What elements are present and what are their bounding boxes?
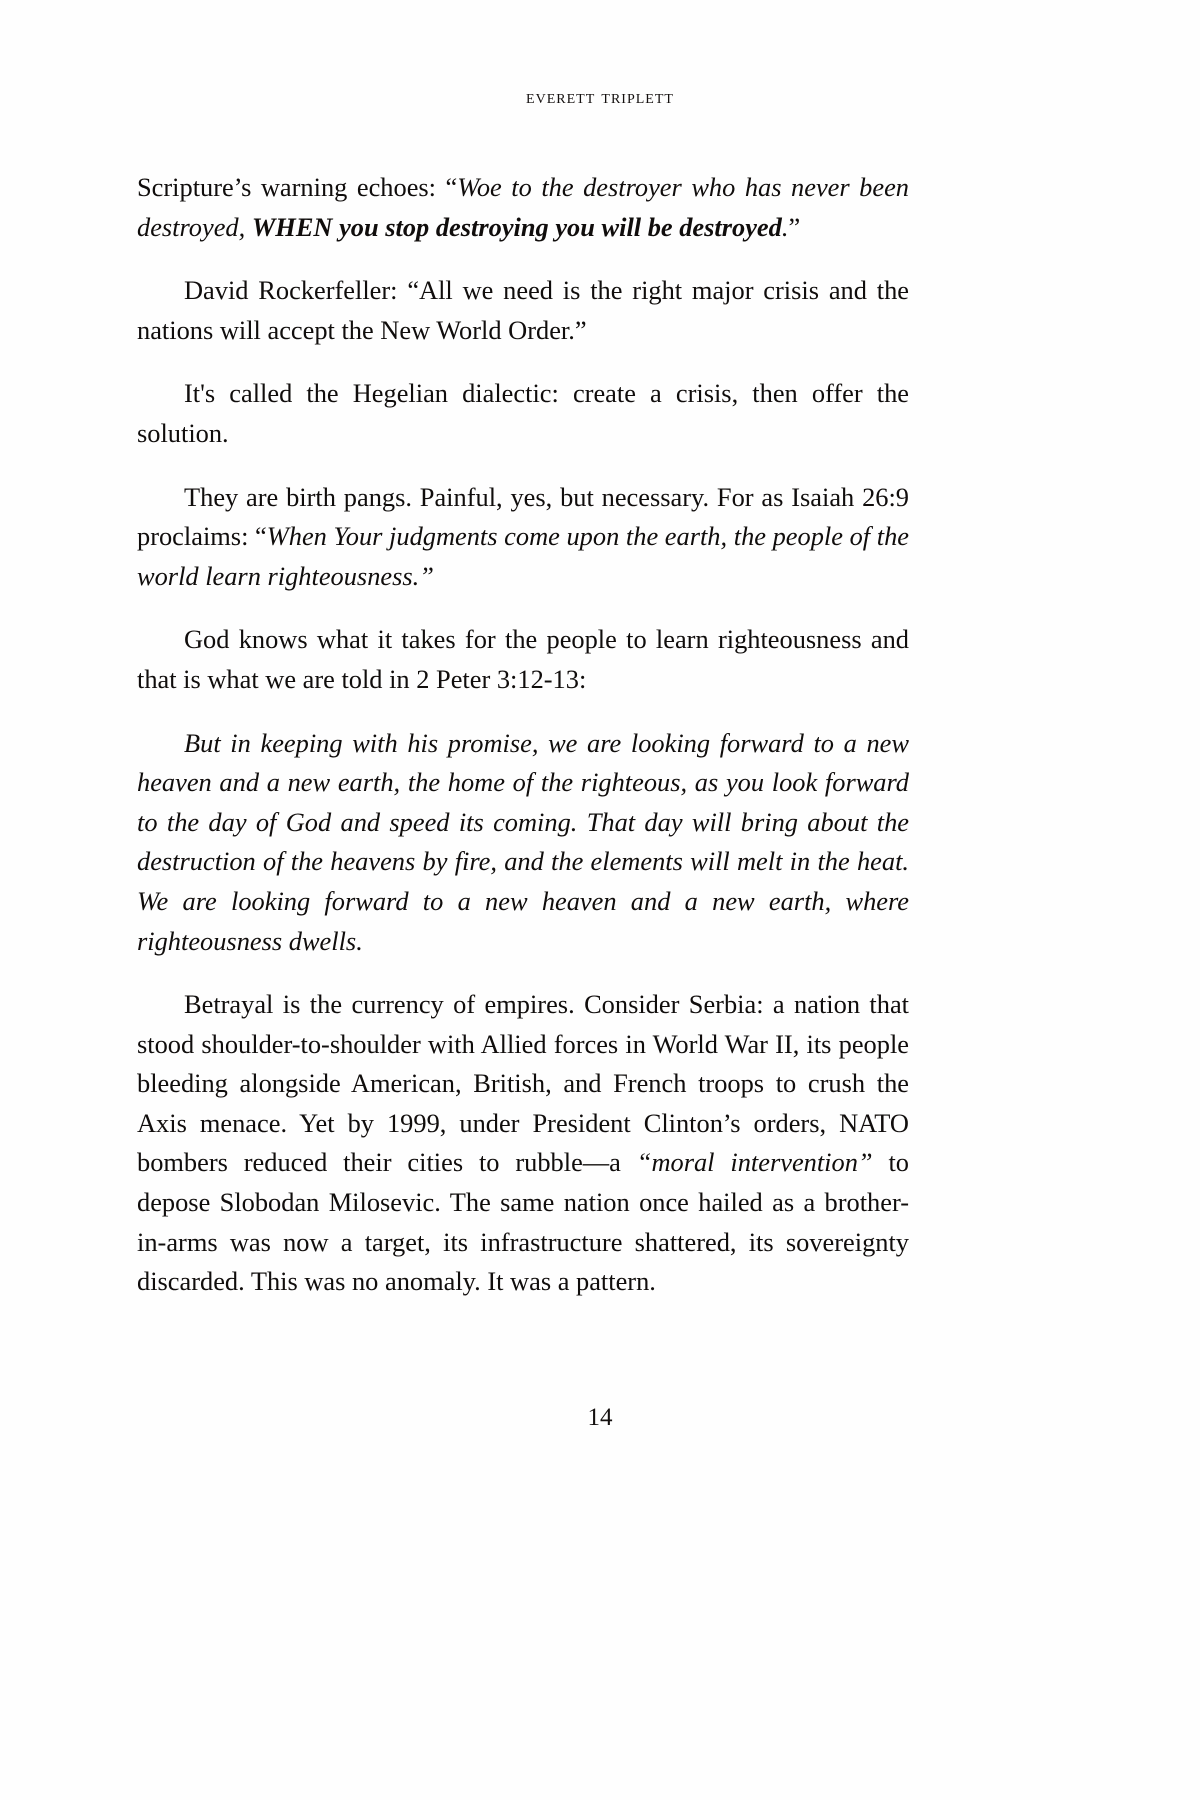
run-text: David Rockerfeller: “All we need is the right major crisis and the nations will accept the New World Order.” — [137, 275, 909, 345]
run-italic: When Your judgments come upon the earth, the people of the world learn righteousness. — [137, 521, 910, 591]
run-text: God knows what it takes for the people to learn righteousness and that is what we are told in 2 Peter 3:12-13: — [137, 624, 909, 694]
paragraph-betrayal-serbia — [137, 985, 909, 1302]
paragraph-second-peter-blockquote — [137, 724, 909, 962]
paragraph-rockerfeller-quote — [137, 271, 909, 350]
running-head: everett triplett — [526, 86, 674, 108]
run-text: Betrayal is the currency of empires. Consider Serbia: a nation that stood shoulder-to-shoulder with Allied forces in World War II, its people bleeding alongside American, British, and French troops to crush the Axis menace. Yet by 1999, under President Clinton’s orders, NATO bombers reduced their cities to rubble—a — [137, 989, 909, 1178]
paragraph-hegelian-dialectic — [137, 374, 909, 453]
paragraph-birth-pangs-isaiah — [137, 478, 909, 597]
run-text: It's called the Hegelian dialectic: create a crisis, then offer the solution. — [137, 378, 909, 448]
run-italic: Woe to the destroyer who has never been destroyed, — [137, 172, 909, 242]
run-bold-italic: WHEN you stop destroying you will be destroyed — [251, 211, 782, 242]
page-number-folio: 14 — [587, 1404, 613, 1431]
run-italic: . — [781, 211, 789, 242]
paragraph-god-knows-2peter — [137, 620, 909, 699]
run-text: to depose Slobodan Milosevic. The same nation once hailed as a brother-in-arms was now a target, its infrastructure shattered, its sovereignty discarded. This was no anomaly. It was a pattern. — [137, 1147, 909, 1297]
run-italic: But in keeping with his promise, we are looking forward to a new heaven and a new earth, the home of the righteous, as you look forward to the day of God and speed its coming. That day will bring about the destruction of the heavens by fire, and the elements will melt in the heat. We are looking forward to a new heaven and a new earth, where righteousness dwells. — [137, 727, 909, 956]
paragraph-scripture-warning — [137, 168, 909, 247]
run-text: They are birth pangs. Painful, yes, but necessary. For as Isaiah 26:9 proclaims: “ — [137, 481, 909, 552]
body-text-block — [137, 168, 909, 1302]
run-text: Scripture’s warning echoes: “ — [137, 172, 458, 202]
run-italic: ” — [419, 560, 434, 591]
run-italic: “moral intervention” — [636, 1147, 873, 1178]
run-text: ” — [788, 211, 801, 242]
